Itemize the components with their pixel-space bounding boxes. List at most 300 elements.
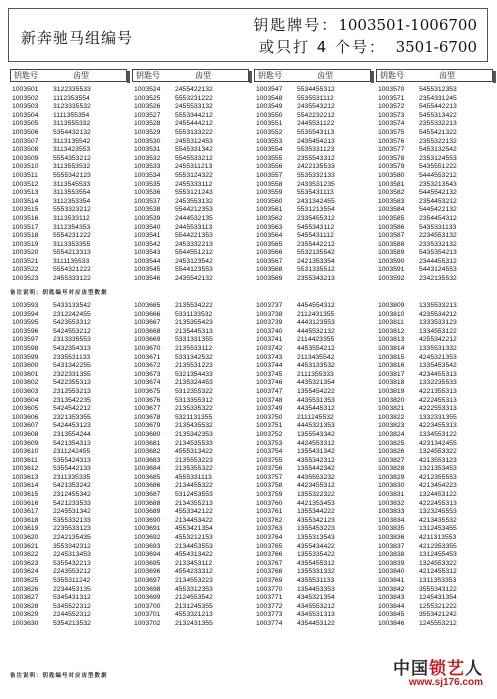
tooth-code: 2235533123 — [53, 525, 91, 533]
key-number: 1003676 — [134, 396, 161, 404]
key-number: 1003561 — [256, 206, 283, 214]
key-number: 1003625 — [12, 577, 39, 584]
tooth-code: 1112353554 — [53, 94, 90, 102]
table-row — [12, 319, 130, 328]
tooth-code: 2245531342 — [53, 508, 91, 516]
table-row — [378, 354, 496, 363]
key-number: 1003621 — [12, 542, 39, 550]
tooth-code: 2234453135 — [53, 585, 91, 593]
tooth-code: 4213454223 — [419, 482, 457, 490]
tooth-code: 2354454312 — [419, 214, 457, 222]
table-row — [134, 275, 252, 284]
tooth-code: 1355331332 — [297, 568, 335, 576]
tooth-code: 2421353354 — [297, 257, 335, 265]
table-row — [134, 266, 252, 275]
table-row — [378, 258, 496, 267]
key-number: 1003618 — [12, 516, 39, 524]
tooth-code: 2353213543 — [419, 180, 457, 188]
tooth-code: 5321131355 — [175, 413, 213, 421]
tooth-code: 1245553212 — [419, 619, 457, 627]
key-number: 1003689 — [134, 508, 161, 516]
key-number: 1003763 — [256, 525, 283, 533]
key-number: 1003697 — [134, 577, 161, 584]
key-number: 1003672 — [134, 362, 161, 370]
key-number: 1003755 — [256, 456, 283, 464]
tooth-code: 2335455312 — [297, 214, 335, 222]
key-number: 1003566 — [256, 249, 283, 257]
tooth-code: 1355453223 — [297, 525, 335, 533]
key-number: 1003760 — [256, 499, 283, 507]
watermark-name: 中国锁艺人 — [393, 659, 483, 679]
table-row — [378, 431, 496, 440]
key-number: 1003747 — [256, 387, 283, 395]
tooth-code: 5345431312 — [53, 594, 91, 602]
table-row — [256, 525, 374, 534]
tooth-code: 2135355423 — [175, 319, 213, 327]
tooth-code: 5312453553 — [175, 491, 213, 499]
table-row — [256, 500, 374, 509]
key-number: 1003517 — [12, 223, 39, 231]
table-row — [134, 146, 252, 155]
table-row — [378, 491, 496, 500]
tooth-code: 2322331355 — [53, 370, 91, 378]
key-number: 1003506 — [12, 128, 39, 136]
tooth-code: 5445542132 — [419, 189, 457, 197]
tooth-code: 5422355313 — [53, 379, 91, 387]
table-row — [256, 611, 374, 620]
table-row — [134, 371, 252, 380]
key-number: 1003757 — [256, 473, 283, 481]
tooth-code: 5345522312 — [53, 602, 91, 610]
table-row — [256, 311, 374, 320]
tooth-code: 2355322132 — [419, 137, 457, 145]
tooth-code: 5535431113 — [297, 189, 334, 197]
tooth-code: 5455442213 — [419, 103, 457, 111]
key-number: 1003501 — [12, 86, 39, 93]
key-number: 1003838 — [378, 551, 405, 559]
table-row — [134, 534, 252, 543]
table-row — [256, 241, 374, 250]
tooth-code: 5553231222 — [175, 94, 213, 102]
table-row — [378, 577, 496, 586]
key-number: 1003563 — [256, 223, 283, 231]
alt-range-value: 3501-6700 — [395, 38, 477, 56]
key-number: 1003670 — [134, 344, 161, 352]
key-number: 1003841 — [378, 577, 405, 584]
table-row — [256, 163, 374, 172]
table-row — [12, 215, 130, 224]
table-row — [378, 189, 496, 198]
tooth-code: 4453133532 — [297, 362, 335, 370]
table-row — [12, 379, 130, 388]
table-row — [134, 560, 252, 569]
key-number: 1003681 — [134, 439, 161, 447]
tooth-code: 5455421322 — [419, 128, 457, 136]
key-number: 1003756 — [256, 465, 283, 473]
tooth-code: 2355343213 — [297, 275, 335, 283]
tooth-code: 1355442342 — [297, 465, 335, 473]
tooth-code: 3111135533 — [53, 257, 90, 265]
table-row — [134, 586, 252, 595]
table-row — [378, 319, 496, 328]
table-row — [134, 172, 252, 181]
tooth-code: 1335453542 — [419, 362, 457, 370]
tooth-code: 5433133542 — [53, 302, 91, 309]
tooth-code: 2455311213 — [175, 163, 213, 171]
table-row — [378, 129, 496, 138]
key-column — [256, 86, 374, 284]
tooth-code: 4222455313 — [419, 499, 457, 507]
key-number: 1003818 — [378, 379, 405, 387]
table-row — [256, 328, 374, 337]
table-row — [12, 129, 130, 138]
table-row — [134, 474, 252, 483]
table-row — [256, 206, 374, 215]
alt-range-line — [253, 36, 477, 58]
table-row — [12, 500, 130, 509]
key-number: 1003746 — [256, 379, 283, 387]
key-number: 1003698 — [134, 585, 161, 593]
table-row — [134, 189, 252, 198]
tooth-code: 1312455453 — [419, 551, 457, 559]
key-number: 1003809 — [378, 302, 405, 309]
key-number: 1003827 — [378, 456, 405, 464]
key-number: 1003739 — [256, 319, 283, 327]
table-row — [256, 138, 374, 147]
key-number: 1003774 — [256, 619, 283, 627]
tooth-code: 4212455312 — [419, 568, 457, 576]
tooth-code: 2134453553 — [175, 542, 213, 550]
key-header: 钥匙号 — [258, 71, 282, 80]
column-header — [376, 69, 493, 82]
key-number: 1003574 — [378, 120, 405, 128]
table-row — [256, 345, 374, 354]
key-number: 1003502 — [12, 94, 39, 102]
key-number: 1003504 — [12, 111, 39, 119]
tooth-code: 5355432213 — [53, 559, 91, 567]
table-row — [378, 224, 496, 233]
table-row — [12, 86, 130, 95]
key-number: 1003576 — [378, 137, 405, 145]
tooth-code: 5432354313 — [53, 344, 91, 352]
tooth-code: 2433531235 — [297, 180, 335, 188]
key-number: 1003820 — [378, 396, 405, 404]
key-number: 1003531 — [134, 146, 161, 154]
tooth-code: 4213553123 — [419, 456, 457, 464]
table-row — [134, 431, 252, 440]
key-column — [134, 86, 252, 284]
note-1: 备注说明：钥匙编号对应齿型数据 — [10, 290, 108, 296]
key-number: 1003842 — [378, 585, 405, 593]
key-number: 1003686 — [134, 482, 161, 490]
tooth-code: 5544212353 — [175, 206, 213, 214]
watermark-url: www.sj176.com — [408, 677, 483, 688]
key-number: 1003844 — [378, 602, 405, 610]
table-row — [378, 232, 496, 241]
key-number: 1003541 — [134, 232, 161, 240]
table-row — [378, 275, 496, 284]
tooth-code: 4421353453 — [297, 499, 335, 507]
table-row — [378, 422, 496, 431]
table-row — [256, 275, 374, 284]
key-number: 1003600 — [12, 362, 39, 370]
key-number: 1003571 — [378, 94, 405, 102]
table-row — [378, 414, 496, 423]
table-row — [12, 440, 130, 449]
key-number: 1003602 — [12, 379, 39, 387]
key-number: 1003607 — [12, 422, 39, 430]
table-row — [12, 560, 130, 569]
tooth-code: 4211313553 — [419, 534, 457, 542]
key-number: 1003540 — [134, 223, 161, 231]
key-number: 1003839 — [378, 559, 405, 567]
table-row — [134, 155, 252, 164]
key-number: 1003812 — [378, 327, 405, 335]
column-headers — [10, 69, 490, 82]
table-row — [134, 603, 252, 612]
table-row — [378, 508, 496, 517]
table-row — [378, 120, 496, 129]
key-number: 1003771 — [256, 594, 283, 602]
table-row — [378, 371, 496, 380]
table-row — [12, 534, 130, 543]
tooth-code: 5453132542 — [419, 146, 457, 154]
table-row — [378, 311, 496, 320]
tooth-code: 1355322322 — [297, 491, 335, 499]
key-number: 1003702 — [134, 619, 161, 627]
key-number: 1003700 — [134, 602, 161, 610]
tooth-code: 2455333112 — [175, 180, 213, 188]
key-number: 1003680 — [134, 430, 161, 438]
table-row — [256, 577, 374, 586]
key-number: 1003744 — [256, 362, 283, 370]
table-row — [134, 328, 252, 337]
table-row — [12, 120, 130, 129]
tooth-header: 齿型 — [73, 71, 89, 80]
tooth-code: 5424553212 — [53, 327, 91, 335]
key-number: 1003521 — [12, 257, 39, 265]
table-row — [378, 181, 496, 190]
key-number: 1003611 — [12, 456, 38, 464]
table-row — [134, 120, 252, 129]
table-row — [12, 163, 130, 172]
table-row — [256, 457, 374, 466]
key-number: 1003688 — [134, 499, 161, 507]
key-number: 1003765 — [256, 542, 283, 550]
key-number: 1003613 — [12, 473, 39, 481]
tooth-code: 4435553232 — [297, 473, 335, 481]
table-row — [256, 474, 374, 483]
key-number: 1003620 — [12, 534, 39, 542]
key-number: 1003773 — [256, 611, 283, 619]
key-number: 1003520 — [12, 249, 39, 257]
key-number: 1003554 — [256, 146, 283, 154]
table-row — [256, 594, 374, 603]
tooth-code: 4453554212 — [297, 344, 335, 352]
tooth-code: 4213435532 — [419, 516, 457, 524]
key-number: 1003677 — [134, 405, 161, 413]
table-row — [378, 457, 496, 466]
tooth-code: 5544221353 — [175, 232, 213, 240]
tooth-code: 2453123542 — [175, 257, 213, 265]
key-range-panel — [253, 14, 477, 58]
table-row — [12, 551, 130, 560]
table-row — [12, 224, 130, 233]
tooth-code: 2455533132 — [175, 103, 213, 111]
table-row — [256, 482, 374, 491]
table-row — [12, 189, 130, 198]
tooth-code: 2244552312 — [53, 611, 91, 619]
table-row — [12, 431, 130, 440]
key-number: 1003693 — [134, 542, 161, 550]
tooth-code: 1323245553 — [419, 508, 457, 516]
table-row — [378, 336, 496, 345]
tooth-code: 3113555332 — [53, 120, 91, 128]
table-row — [12, 172, 130, 181]
tooth-code: 5355332133 — [53, 516, 91, 524]
key-number: 1003741 — [256, 336, 283, 344]
tooth-code: 2435542132 — [175, 275, 213, 283]
table-row — [378, 328, 496, 337]
key-number: 1003529 — [134, 128, 161, 136]
tooth-code: 4345553212 — [297, 602, 335, 610]
tooth-code: 2342135532 — [419, 275, 457, 283]
key-number: 1003559 — [256, 189, 283, 197]
column-header — [132, 69, 249, 82]
key-number: 1003824 — [378, 430, 405, 438]
key-number: 1003509 — [12, 154, 39, 162]
table-row — [256, 551, 374, 560]
key-number: 1003823 — [378, 422, 405, 430]
key-number: 1003519 — [12, 240, 39, 248]
key-number: 1003603 — [12, 387, 39, 395]
tooth-code: 3112353354 — [53, 197, 91, 205]
tooth-code: 5331331355 — [175, 336, 213, 344]
key-number: 1003624 — [12, 568, 39, 576]
key-number: 1003768 — [256, 568, 283, 576]
key-column — [134, 302, 252, 629]
key-number: 1003769 — [256, 577, 283, 584]
tooth-code: 2354331245 — [419, 94, 457, 102]
tooth-code: 2445533113 — [175, 223, 213, 231]
tooth-code: 2135531223 — [175, 362, 213, 370]
key-number: 1003537 — [134, 197, 161, 205]
tooth-code: 1354453353 — [297, 585, 335, 593]
tooth-code: 5554321222 — [53, 266, 91, 274]
table-row — [134, 181, 252, 190]
table-row — [134, 500, 252, 509]
key-number: 1003692 — [134, 534, 161, 542]
tooth-code: 4435445312 — [297, 405, 335, 413]
table-row — [12, 517, 130, 526]
table-row — [12, 354, 130, 363]
key-number: 1003742 — [256, 344, 283, 352]
table-row — [256, 232, 374, 241]
tooth-code: 2245313453 — [53, 551, 91, 559]
table-row — [12, 275, 130, 284]
table-row — [12, 232, 130, 241]
key-number: 1003610 — [12, 448, 39, 456]
table-row — [134, 258, 252, 267]
table-row — [256, 336, 374, 345]
table-row — [134, 249, 252, 258]
tooth-code: 5545331342 — [175, 146, 213, 154]
key-number: 1003753 — [256, 439, 283, 447]
tooth-code: 5423553312 — [53, 319, 91, 327]
column-header — [10, 69, 127, 82]
tooth-code: 2313554244 — [53, 430, 91, 438]
tooth-code: 1355454222 — [297, 387, 335, 395]
table-row — [134, 482, 252, 491]
table-row — [134, 206, 252, 215]
key-number: 1003516 — [12, 214, 39, 222]
key-number: 1003617 — [12, 508, 39, 516]
tooth-code: 4553342122 — [175, 508, 213, 516]
key-number: 1003674 — [134, 379, 161, 387]
key-number: 1003604 — [12, 396, 39, 404]
table-row — [256, 258, 374, 267]
tooth-code: 1311353353 — [419, 577, 457, 584]
table-row — [134, 112, 252, 121]
key-number: 1003815 — [378, 353, 405, 361]
table-row — [256, 354, 374, 363]
table-row — [378, 103, 496, 112]
key-number: 1003696 — [134, 568, 161, 576]
table-row — [134, 594, 252, 603]
key-number: 1003573 — [378, 111, 405, 119]
key-number: 1003687 — [134, 491, 161, 499]
table-row — [256, 422, 374, 431]
key-number: 1003596 — [12, 327, 39, 335]
table-row — [12, 302, 130, 311]
tooth-code: 2114423355 — [297, 336, 335, 344]
table-row — [256, 95, 374, 104]
table-row — [256, 603, 374, 612]
key-number: 1003740 — [256, 327, 283, 335]
tooth-code: 5545533212 — [175, 154, 213, 162]
key-number: 1003562 — [256, 214, 283, 222]
tooth-code: 2313335553 — [53, 336, 91, 344]
tooth-code: 5535531112 — [297, 94, 334, 102]
table-row — [12, 138, 130, 147]
tooth-code: 2242135435 — [53, 534, 91, 542]
tooth-code: 1334553122 — [419, 327, 457, 335]
table-row — [256, 379, 374, 388]
table-row — [378, 206, 496, 215]
tooth-code: 4235534212 — [419, 310, 457, 318]
tooth-code: 5421233533 — [53, 499, 91, 507]
key-number: 1003667 — [134, 319, 161, 327]
tooth-code: 4555331113 — [175, 473, 212, 481]
table-row — [134, 457, 252, 466]
table-row — [134, 354, 252, 363]
key-number: 1003743 — [256, 353, 283, 361]
tooth-code: 5421353242 — [53, 482, 91, 490]
table-row — [256, 146, 374, 155]
key-column — [256, 302, 374, 629]
key-number: 1003616 — [12, 499, 39, 507]
tooth-code: 4354453122 — [297, 619, 335, 627]
tooth-code: 5455343112 — [297, 223, 335, 231]
table-row — [378, 611, 496, 620]
key-number: 1003534 — [134, 171, 161, 179]
tooth-code: 2353124553 — [419, 154, 457, 162]
key-number: 1003668 — [134, 327, 161, 335]
key-number: 1003553 — [256, 137, 283, 145]
tooth-code: 5354213532 — [53, 619, 91, 627]
key-number: 1003695 — [134, 559, 161, 567]
table-row — [378, 95, 496, 104]
